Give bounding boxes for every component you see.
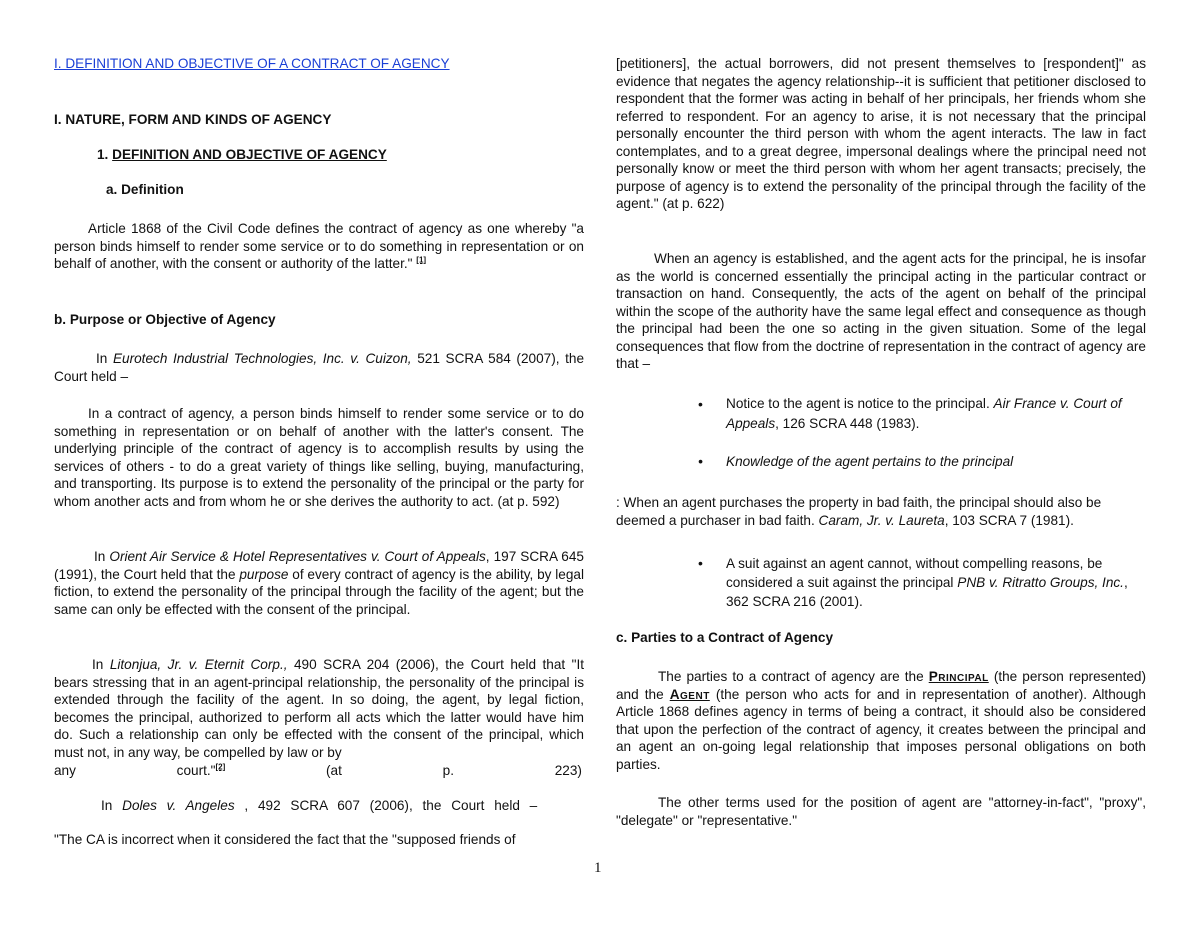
litonjua-holding: 490 SCRA 204 (2006), the Court held that "It bears stressing that in an agent-principal relationship, the personality of the principal is extended through the facility of the agent. In so doing, the agent, by legal fiction, becomes the principal, authorized to perform all acts which the latter would have him do. Such a relationship can only be effected with the consent of the principal, which must not, in any way, be compelled by law or by	[54, 657, 585, 760]
page-number: 1	[594, 860, 602, 876]
bullet-notice-cite: , 126 SCRA 448 (1983).	[775, 416, 920, 431]
heading-1	[54, 146, 584, 164]
orient-purpose-word: purpose	[239, 566, 289, 582]
bullet-suit	[696, 554, 1146, 611]
quote-doles-continued: [petitioners], the actual borrowers, did not present themselves to [respondent]" as evidence that negates the agency relationship--it is sufficient that petitioner disclosed to respondent that the former was acting in behalf of her principals, her friends whom she referred to respondent. For an agency to arise, it is not necessary that the principal personally encounter the third person with whom the agent interacts. The law in fact contemplates, and to a great degree, impersonal dealings where the principal need not personally know or meet the third person with whom her agent transacts; precisely, the purpose of agency is to extend the personality of the principal through the facility of the agent." (at p. 622)	[616, 56, 1146, 211]
heading-b-purpose: b. Purpose or Objective of Agency	[54, 312, 276, 327]
heading-c-parties: c. Parties to a Contract of Agency	[616, 630, 834, 645]
agent-term: Agent	[669, 686, 710, 702]
consequences-list-3	[616, 554, 1146, 611]
para-article-text: Article 1868 of the Civil Code defines the contract of agency as one whereby "a person binds himself to render some service or to do something in representation or on behalf of another, with the consent or authority of the latter."	[54, 221, 584, 271]
quote-doles-start: "The CA is incorrect when it considered the fact that the "supposed friends of	[54, 832, 516, 847]
bullet-notice-case: Air France v. Court of Appeals	[726, 396, 1122, 431]
para-agency-established: When an agency is established, and the agent acts for the principal, he is insofar as the world is concerned essentially the principal acting in the particular contract or transaction on hand. Consequently, the acts of the agent on behalf of the principal within the scope of the authority have the same legal effect and consequence as though the principal had been the one so acting in the given situation. Some of the legal consequences that flow from the doctrine of representation in the contract of agency are that –	[616, 251, 1146, 371]
heading-1-number: 1.	[97, 147, 109, 162]
para-article-1868	[54, 220, 584, 273]
orient-in: In	[94, 549, 106, 564]
para-orient-air	[54, 548, 584, 618]
bullet-suit-case: PNB v. Ritratto Groups, Inc.	[957, 575, 1124, 590]
parties-text-1: The parties to a contract of agency are the	[658, 669, 924, 684]
bullet-suit-cite: , 362 SCRA 216 (2001).	[726, 575, 1128, 609]
bullet-notice-text: Notice to the agent is notice to the principal.	[726, 396, 990, 411]
principal-term: Principal	[928, 669, 989, 684]
heading-main: I. NATURE, FORM AND KINDS OF AGENCY	[54, 112, 332, 127]
eurotech-in: In	[96, 351, 108, 366]
footnote-1-link[interactable]: [1]	[416, 255, 427, 265]
para-doles	[54, 797, 584, 815]
toc-link[interactable]: I. DEFINITION AND OBJECTIVE OF A CONTRACT OF AGENCY	[54, 56, 450, 71]
para-litonjua	[54, 656, 584, 761]
para-other-terms: The other terms used for the position of agent are "attorney-in-fact", "proxy", "delegate" or "representative."	[616, 795, 1146, 828]
consequences-list-1	[616, 394, 1146, 434]
orient-holding: of every contract of agency is the ability, by legal fiction, to extend the personality of the principal through the facility of the agent; but the same can only be effected with the consent of the principal.	[54, 566, 584, 617]
bullet-knowledge: • Knowledge of the agent pertains to the principal	[696, 453, 1146, 471]
litonjua-word-p: p.	[442, 763, 454, 778]
litonjua-last-line	[54, 762, 582, 780]
footnote-2-link[interactable]: [2]	[215, 762, 226, 772]
toc-link-row	[54, 55, 584, 73]
heading-1-title: DEFINITION AND OBJECTIVE OF AGENCY	[112, 147, 387, 162]
eurotech-case-name: Eurotech Industrial Technologies, Inc. v. Cuizon,	[112, 351, 412, 366]
litonjua-word-court: court."	[176, 763, 216, 778]
litonjua-case-name: Litonjua, Jr. v. Eternit Corp.,	[109, 657, 288, 672]
parties-text-3: (the person who acts for and in representation of another). Although Article 1868 defines agency in terms of being a contract, it should also be considered that upon the perfection of the contract of agency, it creates between the principal and an agent an on-going legal relationship that imposes personal obligations on both parties.	[616, 686, 1146, 772]
litonjua-word-page: 223)	[554, 763, 582, 778]
litonjua-word-any: any	[54, 763, 76, 778]
doles-citation: , 492 SCRA 607 (2006), the Court held –	[244, 798, 538, 813]
doles-case-name: Doles v. Angeles	[122, 798, 235, 813]
parties-text-2: (the person represented) and the	[616, 669, 1146, 702]
litonjua-in: In	[92, 657, 104, 672]
purchase-cite: , 103 SCRA 7 (1981).	[944, 512, 1074, 528]
purchase-text: : When an agent purchases the property in bad faith, the principal should also be deemed a purchaser in bad faith.	[616, 495, 1102, 528]
para-parties	[616, 668, 1146, 773]
doles-in: In	[101, 798, 113, 813]
orient-case-name: Orient Air Service & Hotel Representatives v. Court of Appeals	[109, 549, 486, 564]
litonjua-word-court-wrap	[177, 762, 226, 780]
bullet-suit-text: A suit against an agent cannot, without compelling reasons, be considered a suit against the principal	[726, 556, 1103, 590]
bullet-notice	[696, 394, 1146, 434]
quote-eurotech: In a contract of agency, a person binds himself to render some service or to do something in representation or on behalf of another with the latter's consent. The underlying principle of the contract of agency is to accomplish results by using the services of others - to do a great variety of things like selling, buying, manufacturing, and transporting. Its purpose is to extend the personality of the principal or the party for whom another acts and from whom he or she derives the authority to act. (at p. 592)	[54, 406, 584, 509]
para-eurotech	[54, 350, 584, 385]
eurotech-citation: 521 SCRA 584 (2007), the Court held –	[54, 351, 585, 384]
litonjua-word-at: (at	[326, 763, 342, 778]
orient-citation: , 197 SCRA 645 (1991), the Court held that the	[54, 549, 584, 582]
consequences-list-2	[616, 453, 1146, 471]
heading-a-definition: a. Definition	[106, 182, 184, 197]
purchase-case: Caram, Jr. v. Laureta	[818, 512, 945, 528]
para-bad-faith-purchase	[616, 494, 1146, 529]
